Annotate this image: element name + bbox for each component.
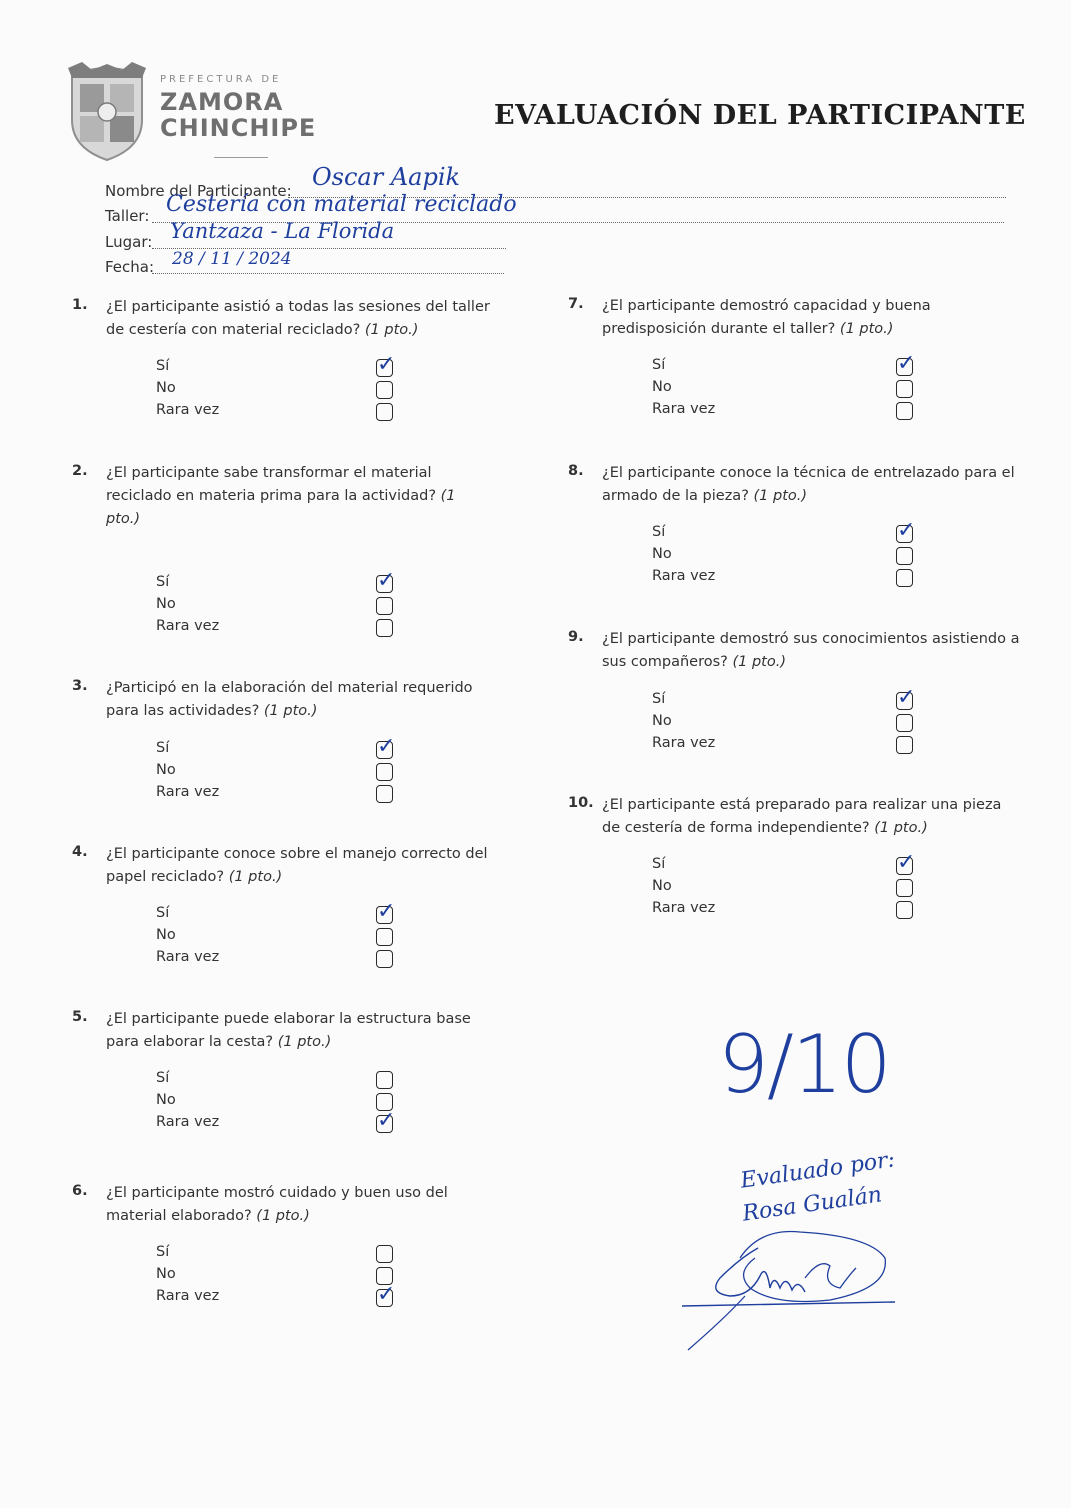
answer-checkbox[interactable] (376, 403, 393, 421)
question-text (602, 794, 1022, 840)
answer-checkbox[interactable] (376, 352, 396, 377)
answer-checkbox[interactable] (896, 402, 913, 420)
question-label: ¿El participante está preparado para realizar una pieza de cestería de forma independiente? (602, 797, 1002, 836)
question-text (602, 462, 1022, 508)
lugar-field (105, 233, 152, 251)
option-label: Rara vez (156, 949, 220, 965)
option-label: Rara vez (652, 401, 716, 417)
answer-checkbox[interactable] (896, 569, 913, 587)
question-text (106, 843, 491, 889)
question-number: 3. (72, 678, 88, 694)
option-label: Sí (652, 524, 666, 540)
question-number: 2. (72, 463, 88, 479)
lugar-value: Yantzaza - La Florida (170, 219, 395, 243)
question-text (602, 628, 1022, 674)
question-points: (1 pto.) (106, 488, 456, 527)
answer-checkbox[interactable] (376, 899, 396, 924)
question-number: 9. (568, 629, 584, 645)
option-label: Sí (156, 358, 170, 374)
answer-checkbox[interactable] (376, 568, 396, 593)
question-label: ¿El participante conoce sobre el manejo correcto del papel reciclado? (106, 846, 488, 885)
question-label: ¿El participante asistió a todas las sesiones del taller de cestería con material reciclado? (106, 299, 490, 338)
question-text (106, 296, 491, 342)
option-label: Sí (156, 1070, 170, 1086)
answer-checkbox[interactable] (896, 850, 916, 875)
answer-checkbox[interactable] (896, 901, 913, 919)
name-label: Nombre del Participante: (105, 182, 292, 200)
question-text (106, 677, 491, 723)
fecha-dotted-line (152, 272, 504, 274)
answer-checkbox[interactable] (376, 928, 393, 946)
question-text (106, 1008, 491, 1054)
question-label: ¿Participó en la elaboración del material requerido para las actividades? (106, 680, 473, 719)
check-mark-icon: ✓ (377, 734, 396, 759)
score-value: 9/10 (718, 1018, 890, 1111)
answer-checkbox[interactable] (376, 1108, 396, 1133)
fecha-field (105, 258, 154, 276)
check-mark-icon: ✓ (897, 850, 916, 875)
option-label: No (156, 1266, 176, 1282)
question-points: (1 pto.) (839, 321, 894, 337)
answer-checkbox[interactable] (896, 879, 913, 897)
name-value: Oscar Aapik (312, 163, 461, 191)
question-label: ¿El participante sabe transformar el material reciclado en materia prima para la actividad? (106, 465, 437, 504)
coat-of-arms-logo (62, 58, 152, 163)
check-mark-icon: ✓ (897, 518, 916, 543)
answer-checkbox[interactable] (896, 685, 916, 710)
question-points: (1 pto.) (753, 488, 808, 504)
org-small-text: PREFECTURA DE (160, 74, 282, 85)
option-label: No (652, 713, 672, 729)
question-points: (1 pto.) (874, 820, 928, 836)
option-label: No (156, 927, 176, 943)
question-text (602, 295, 1022, 341)
check-mark-icon: ✓ (377, 352, 396, 377)
option-label: No (156, 762, 176, 778)
question-number: 8. (568, 463, 584, 479)
question-points: (1 pto.) (364, 322, 419, 338)
question-label: ¿El participante conoce la técnica de entrelazado para el armado de la pieza? (602, 465, 1015, 504)
option-label: Rara vez (156, 1114, 220, 1130)
question-label: ¿El participante demostró sus conocimientos asistiendo a sus compañeros? (602, 631, 1020, 670)
option-label: Rara vez (156, 402, 220, 418)
evaluator-name: Rosa Gualán (740, 1182, 884, 1227)
org-name-line2: CHINCHIPE (160, 114, 317, 142)
answer-checkbox[interactable] (376, 734, 396, 759)
option-label: Sí (652, 691, 666, 707)
question-label: ¿El participante puede elaborar la estructura base para elaborar la cesta? (106, 1011, 471, 1050)
answer-checkbox[interactable] (376, 381, 393, 399)
question-points: (1 pto.) (228, 869, 283, 885)
answer-checkbox[interactable] (376, 1245, 393, 1263)
taller-field (105, 207, 149, 225)
answer-checkbox[interactable] (896, 380, 913, 398)
option-label: No (156, 380, 176, 396)
option-label: Sí (156, 905, 170, 921)
question-points: (1 pto.) (732, 654, 786, 670)
evaluator-label: Evaluado por: (739, 1147, 897, 1194)
option-label: Rara vez (156, 1288, 220, 1304)
check-mark-icon: ✓ (377, 899, 396, 924)
check-mark-icon: ✓ (897, 685, 916, 710)
logo-underline (214, 157, 268, 158)
option-label: Sí (156, 574, 170, 590)
lugar-label: Lugar: (105, 233, 153, 251)
question-number: 6. (72, 1183, 88, 1199)
option-label: Sí (652, 357, 666, 373)
option-label: Rara vez (652, 568, 716, 584)
option-label: No (652, 546, 672, 562)
question-points: (1 pto.) (277, 1034, 332, 1050)
option-label: Rara vez (652, 735, 716, 751)
answer-checkbox[interactable] (376, 1071, 393, 1089)
question-text (106, 462, 456, 531)
question-label: ¿El participante demostró capacidad y buena predisposición durante el taller? (602, 298, 931, 337)
option-label: Sí (156, 1244, 170, 1260)
answer-checkbox[interactable] (376, 619, 393, 637)
check-mark-icon: ✓ (377, 1108, 396, 1133)
option-label: No (156, 596, 176, 612)
option-label: No (156, 1092, 176, 1108)
option-label: Rara vez (156, 618, 220, 634)
question-label: ¿El participante mostró cuidado y buen uso del material elaborado? (106, 1185, 448, 1224)
option-label: Sí (156, 740, 170, 756)
answer-checkbox[interactable] (896, 736, 913, 754)
answer-checkbox[interactable] (896, 547, 913, 565)
taller-value: Cestería con material reciclado (166, 192, 517, 217)
handwritten-signature (680, 1218, 900, 1358)
taller-label: Taller: (105, 207, 150, 225)
answer-checkbox[interactable] (376, 597, 393, 615)
check-mark-icon: ✓ (897, 351, 916, 376)
question-points: (1 pto.) (256, 1208, 310, 1224)
answer-checkbox[interactable] (376, 1282, 396, 1307)
answer-checkbox[interactable] (896, 351, 916, 376)
answer-checkbox[interactable] (376, 785, 393, 803)
option-label: Sí (652, 856, 666, 872)
check-mark-icon: ✓ (377, 1282, 396, 1307)
answer-checkbox[interactable] (376, 950, 393, 968)
fecha-value: 28 / 11 / 2024 (172, 249, 292, 269)
question-number: 5. (72, 1009, 88, 1025)
option-label: Rara vez (156, 784, 220, 800)
check-mark-icon: ✓ (377, 568, 396, 593)
fecha-label: Fecha: (105, 258, 155, 276)
question-text (106, 1182, 491, 1228)
answer-checkbox[interactable] (896, 714, 913, 732)
answer-checkbox[interactable] (376, 763, 393, 781)
question-points: (1 pto.) (263, 703, 318, 719)
footer-address (130, 1465, 134, 1478)
question-number: 4. (72, 844, 88, 860)
page-title: EVALUACIÓN DEL PARTICIPANTE (494, 100, 1026, 131)
org-name-line1: ZAMORA (160, 88, 284, 116)
option-label: No (652, 878, 672, 894)
question-number: 1. (72, 297, 88, 313)
answer-checkbox[interactable] (896, 518, 916, 543)
option-label: Rara vez (652, 900, 716, 916)
question-number: 10. (568, 795, 594, 811)
option-label: No (652, 379, 672, 395)
question-number: 7. (568, 296, 584, 312)
